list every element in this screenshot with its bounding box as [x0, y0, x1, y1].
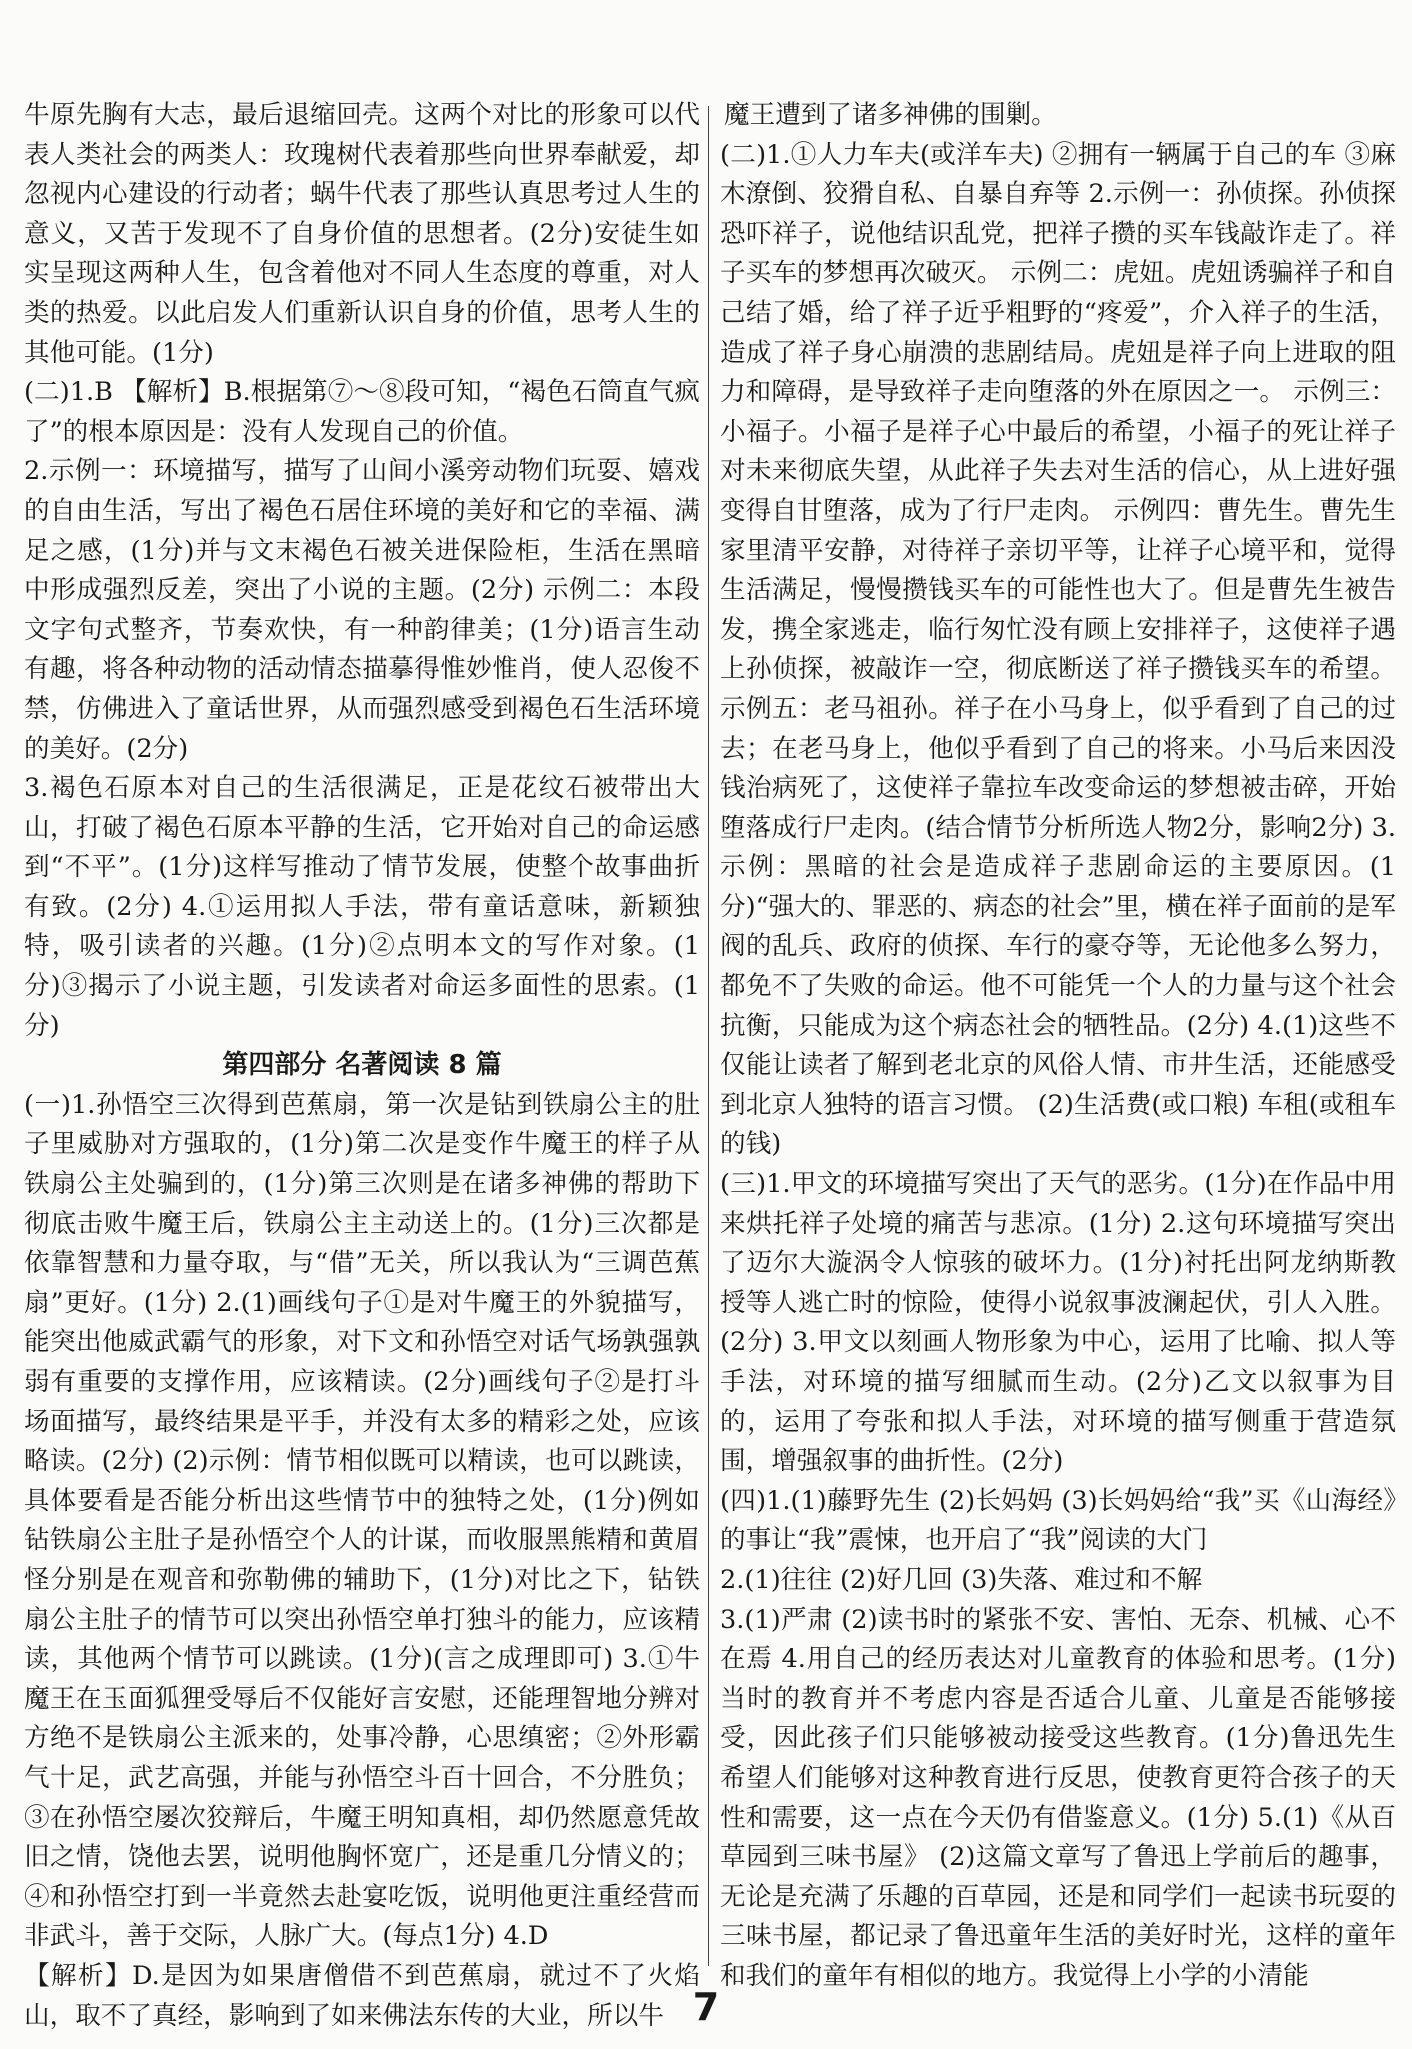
- paragraph: 牛原先胸有大志，最后退缩回壳。这两个对比的形象可以代表人类社会的两类人：玫瑰树代表着那些向世界奉献爱，却忽视内心建设的行动者；蜗牛代表了那些认真思考过人生的意义，又苦于发现不了自身价值的思想者。(2分)安徒生如实呈现这两种人生，包含着他对不同人生态度的尊重，对人类的热爱。以此启发人们重新认识自身的价值，思考人生的其他可能。(1分): [24, 100, 700, 368]
- paragraph: 魔王遭到了诸多神佛的围剿。: [724, 100, 1057, 130]
- paragraph: 3.(1)严肃 (2)读书时的紧张不安、害怕、无奈、机械、心不在焉 4.用自己的经历表达对儿童教育的体验和思考。(1分)当时的教育并不考虑内容是否适合儿童、儿童是否能够接受，因此孩子们只能够被动接受这些教育。(1分)鲁迅先生希望人们能够对这种教育进行反思，使教育更符合孩子的天性和需要，这一点在今天仍有借鉴意义。(1分) 5.(1)《从百草园到三味书屋》 (2)这篇文章写了鲁迅上学前后的趣事，无论是充满了乐趣的百草园，还是和同学们一起读书玩耍的三味书屋，都记录了鲁迅童年生活的美好时光，这样的童年和我们的童年有相似的地方。我觉得上小学的小清能: [720, 1604, 1396, 1991]
- left-column: [24, 96, 700, 2036]
- paragraph: (一)1.孙悟空三次得到芭蕉扇，第一次是钻到铁扇公主的肚子里威胁对方强取的，(1分)第二次是变作牛魔王的样子从铁扇公主处骗到的，(1分)第三次则是在诸多神佛的帮助下彻底击败牛魔王后，铁扇公主主动送上的。(1分)三次都是依靠智慧和力量夺取，与“借”无关，所以我认为“三调芭蕉扇”更好。(1分) 2.(1)画线句子①是对牛魔王的外貌描写，能突出他威武霸气的形象，对下文和孙悟空对话气场孰强孰弱有重要的支撑作用，应该精读。(2分)画线句子②是打斗场面描写，最终结果是平手，并没有太多的精彩之处，应该略读。(2分) (2)示例：情节相似既可以精读，也可以跳读，具体要看是否能分析出这些情节中的独特之处，(1分)例如钻铁扇公主肚子是孙悟空个人的计谋，而收服黑熊精和黄眉怪分别是在观音和弥勒佛的辅助下，(1分)对比之下，钻铁扇公主肚子的情节可以突出孙悟空单打独斗的能力，应该精读，其他两个情节可以跳读。(1分)(言之成理即可) 3.①牛魔王在玉面狐狸受辱后不仅能好言安慰，还能理智地分辨对方绝不是铁扇公主派来的，处事冷静，心思缜密；②外形霸气十足，武艺高强，并能与孙悟空斗百十回合，不分胜负；③在孙悟空屡次狡辩后，牛魔王明知真相，却仍然愿意凭故旧之情，饶他去罢，说明他胸怀宽广，还是重几分情义的；④和孙悟空打到一半竟然去赴宴吃饭，说明他更注重经营而非武斗，善于交际，人脉广大。(每点1分) 4.D: [24, 1089, 700, 1952]
- section-heading: 第四部分 名著阅读 8 篇: [222, 1050, 502, 1081]
- paragraph: 3.褐色石原本对自己的生活很满足，正是花纹石被带出大山，打破了褐色石原本平静的生活，它开始对自己的命运感到“不平”。(1分)这样写推动了情节发展，使整个故事曲折有致。(2分) 4.①运用拟人手法，带有童话意味，新颖独特，吸引读者的兴趣。(1分)②点明本文的写作对象。(1分)③揭示了小说主题，引发读者对命运多面性的思索。(1分): [24, 773, 700, 1041]
- paragraph: (四)1.(1)藤野先生 (2)长妈妈 (3)长妈妈给“我”买《山海经》的事让“我”震悚，也开启了“我”阅读的大门: [720, 1485, 1396, 1556]
- paragraph: 2.示例一：环境描写，描写了山间小溪旁动物们玩耍、嬉戏的自由生活，写出了褐色石居住环境的美好和它的幸福、满足之感，(1分)并与文末褐色石被关进保险柜，生活在黑暗中形成强烈反差，突出了小说的主题。(2分) 示例二：本段文字句式整齐，节奏欢快，有一种韵律美；(1分)语言生动有趣，将各种动物的活动情态描摹得惟妙惟肖，使人忍俊不禁，仿佛进入了童话世界，从而强烈感受到褐色石生活环境的美好。(2分): [24, 456, 700, 764]
- page-number: 7: [692, 1985, 720, 2029]
- paragraph: (二)1.①人力车夫(或洋车夫) ②拥有一辆属于自己的车 ③麻木潦倒、狡猾自私、自暴自弃等 2.示例一：孙侦探。孙侦探恐吓祥子，说他结识乱党，把祥子攒的买车钱敲诈走了。祥子买车的梦想再次破灭。 示例二：虎妞。虎妞诱骗祥子和自己结了婚，给了祥子近乎粗野的“疼爱”，介入祥子的生活，造成了祥子身心崩溃的悲剧结局。虎妞是祥子向上进取的阻力和障碍，是导致祥子走向堕落的外在原因之一。 示例三：小福子。小福子是祥子心中最后的希望，小福子的死让祥子对未来彻底失望，从此祥子失去对生活的信心，从上进好强变得自甘堕落，成为了行尸走肉。 示例四：曹先生。曹先生家里清平安静，对待祥子亲切平等，让祥子心境平和，觉得生活满足，慢慢攒钱买车的可能性也大了。但是曹先生被告发，携全家逃走，临行匆忙没有顾上安排祥子，这使祥子遇上孙侦探，被敲诈一空，彻底断送了祥子攒钱买车的希望。 示例五：老马祖孙。祥子在小马身上，似乎看到了自己的过去；在老马身上，他似乎看到了自己的将来。小马后来因没钱治病死了，这使祥子靠拉车改变命运的梦想被击碎，开始堕落成行尸走肉。(结合情节分析所选人物2分，影响2分) 3.示例：黑暗的社会是造成祥子悲剧命运的主要原因。(1分)“强大的、罪恶的、病态的社会”里，横在祥子面前的是军阀的乱兵、政府的侦探、车行的豪夺等，无论他多么努力，都免不了失败的命运。他不可能凭一个人的力量与这个社会抗衡，只能成为这个病态社会的牺牲品。(2分) 4.(1)这些不仅能让读者了解到老北京的风俗人情、市井生活，还能感受到北京人独特的语言习惯。 (2)生活费(或口粮) 车租(或租车的钱): [720, 139, 1396, 1160]
- paragraph: (二)1.B 【解析】B.根据第⑦～⑧段可知，“褐色石筒直气疯了”的根本原因是：没有人发现自己的价值。: [24, 377, 700, 447]
- paragraph: 【解析】D.是因为如果唐僧借不到芭蕉扇，就过不了火焰山，取不了真经，影响到了如来佛法东传的大业，所以牛: [24, 1960, 700, 2031]
- right-column: [720, 96, 1396, 1997]
- paragraph: (三)1.甲文的环境描写突出了天气的恶劣。(1分)在作品中用来烘托祥子处境的痛苦与悲凉。(1分) 2.这句环境描写突出了迈尔大漩涡令人惊骇的破坏力。(1分)衬托出阿龙纳斯教授等人逃亡时的惊险，使得小说叙事波澜起伏，引人入胜。(2分) 3.甲文以刻画人物形象为中心，运用了比喻、拟人等手法，对环境的描写细腻而生动。(2分)乙文以叙事为目的，运用了夸张和拟人手法，对环境的描写侧重于营造氛围，增强叙事的曲折性。(2分): [720, 1169, 1396, 1477]
- paragraph: 2.(1)往往 (2)好几回 (3)失落、难过和不解: [720, 1564, 1203, 1595]
- column-divider: [708, 106, 709, 1966]
